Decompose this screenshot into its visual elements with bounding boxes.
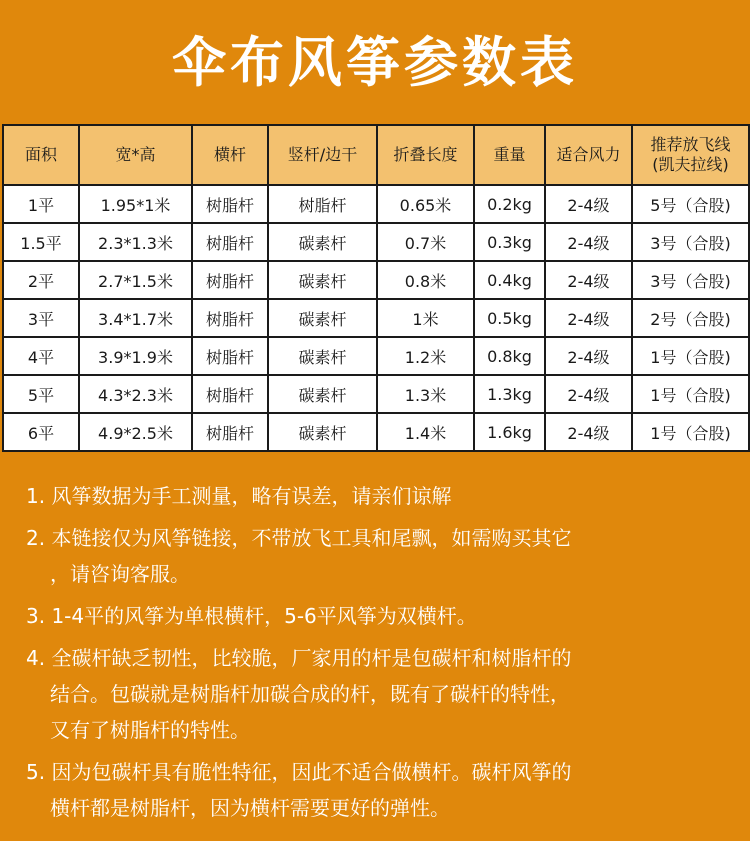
cell-recommended-line: 1号（合股) <box>632 337 749 375</box>
cell-crossbar: 树脂杆 <box>192 261 268 299</box>
table-row <box>3 413 749 451</box>
cell-crossbar: 树脂杆 <box>192 185 268 223</box>
header-folded-length: 折叠长度 <box>377 125 474 185</box>
table-row <box>3 185 749 223</box>
cell-crossbar: 树脂杆 <box>192 375 268 413</box>
cell-weight: 0.8kg <box>474 337 545 375</box>
cell-recommended-line: 3号（合股) <box>632 261 749 299</box>
header-crossbar: 横杆 <box>192 125 268 185</box>
cell-recommended-line: 1号（合股) <box>632 375 749 413</box>
cell-size: 4.3*2.3米 <box>79 375 192 413</box>
cell-spine: 树脂杆 <box>268 185 377 223</box>
note-item <box>26 754 738 826</box>
cell-folded-length: 1.2米 <box>377 337 474 375</box>
cell-wind-force: 2-4级 <box>545 413 632 451</box>
note-line: ，请咨询客服。 <box>50 562 190 586</box>
table-row <box>3 261 749 299</box>
cell-wind-force: 2-4级 <box>545 185 632 223</box>
cell-spine: 碳素杆 <box>268 413 377 451</box>
note-item <box>26 520 738 592</box>
cell-spine: 碳素杆 <box>268 261 377 299</box>
cell-size: 4.9*2.5米 <box>79 413 192 451</box>
cell-folded-length: 1.4米 <box>377 413 474 451</box>
cell-size: 3.4*1.7米 <box>79 299 192 337</box>
table-row <box>3 299 749 337</box>
cell-weight: 1.6kg <box>474 413 545 451</box>
cell-wind-force: 2-4级 <box>545 299 632 337</box>
cell-wind-force: 2-4级 <box>545 223 632 261</box>
cell-folded-length: 0.8米 <box>377 261 474 299</box>
cell-area: 3平 <box>3 299 79 337</box>
table-header-row <box>3 125 749 185</box>
cell-recommended-line: 2号（合股) <box>632 299 749 337</box>
cell-recommended-line: 5号（合股) <box>632 185 749 223</box>
cell-area: 2平 <box>3 261 79 299</box>
cell-size: 1.95*1米 <box>79 185 192 223</box>
cell-size: 3.9*1.9米 <box>79 337 192 375</box>
cell-spine: 碳素杆 <box>268 375 377 413</box>
cell-weight: 0.2kg <box>474 185 545 223</box>
cell-weight: 0.3kg <box>474 223 545 261</box>
cell-area: 1平 <box>3 185 79 223</box>
note-item <box>26 478 738 514</box>
header-weight: 重量 <box>474 125 545 185</box>
note-item <box>26 598 738 634</box>
cell-crossbar: 树脂杆 <box>192 299 268 337</box>
page-title: 伞布风筝参数表 <box>172 31 578 94</box>
cell-weight: 0.5kg <box>474 299 545 337</box>
cell-area: 4平 <box>3 337 79 375</box>
note-line: 结合。包碳就是树脂杆加碳合成的杆，既有了碳杆的特性， <box>50 682 570 706</box>
note-line: 又有了树脂杆的特性。 <box>50 718 250 742</box>
cell-area: 5平 <box>3 375 79 413</box>
cell-wind-force: 2-4级 <box>545 337 632 375</box>
cell-area: 6平 <box>3 413 79 451</box>
cell-crossbar: 树脂杆 <box>192 337 268 375</box>
cell-spine: 碳素杆 <box>268 299 377 337</box>
cell-folded-length: 1.3米 <box>377 375 474 413</box>
cell-wind-force: 2-4级 <box>545 261 632 299</box>
cell-folded-length: 0.65米 <box>377 185 474 223</box>
note-line: 5. 因为包碳杆具有脆性特征，因此不适合做横杆。碳杆风筝的 <box>26 760 572 784</box>
cell-weight: 0.4kg <box>474 261 545 299</box>
header-recommended-line: 推荐放飞线 (凯夫拉线) <box>632 125 749 185</box>
note-line: 3. 1-4平的风筝为单根横杆，5-6平风筝为双横杆。 <box>26 604 477 628</box>
cell-size: 2.3*1.3米 <box>79 223 192 261</box>
header-size: 宽*高 <box>79 125 192 185</box>
cell-size: 2.7*1.5米 <box>79 261 192 299</box>
cell-folded-length: 1米 <box>377 299 474 337</box>
table-row <box>3 337 749 375</box>
note-line: 1. 风筝数据为手工测量，略有误差，请亲们谅解 <box>26 484 452 508</box>
cell-spine: 碳素杆 <box>268 223 377 261</box>
cell-crossbar: 树脂杆 <box>192 223 268 261</box>
cell-recommended-line: 3号（合股) <box>632 223 749 261</box>
header-spine: 竖杆/边干 <box>268 125 377 185</box>
kite-spec-table-wrapper <box>2 124 748 452</box>
table-row <box>3 375 749 413</box>
note-item <box>26 640 738 748</box>
note-line: 2. 本链接仅为风筝链接，不带放飞工具和尾飘，如需购买其它 <box>26 526 572 550</box>
note-line: 4. 全碳杆缺乏韧性，比较脆，厂家用的杆是包碳杆和树脂杆的 <box>26 646 572 670</box>
header-area: 面积 <box>3 125 79 185</box>
cell-wind-force: 2-4级 <box>545 375 632 413</box>
table-body <box>3 185 749 451</box>
cell-crossbar: 树脂杆 <box>192 413 268 451</box>
cell-area: 1.5平 <box>3 223 79 261</box>
table-row <box>3 223 749 261</box>
header-wind-force: 适合风力 <box>545 125 632 185</box>
cell-folded-length: 0.7米 <box>377 223 474 261</box>
notes-section <box>26 478 738 826</box>
cell-weight: 1.3kg <box>474 375 545 413</box>
note-line: 横杆都是树脂杆，因为横杆需要更好的弹性。 <box>50 796 450 820</box>
cell-spine: 碳素杆 <box>268 337 377 375</box>
kite-spec-table <box>2 124 750 452</box>
cell-recommended-line: 1号（合股) <box>632 413 749 451</box>
